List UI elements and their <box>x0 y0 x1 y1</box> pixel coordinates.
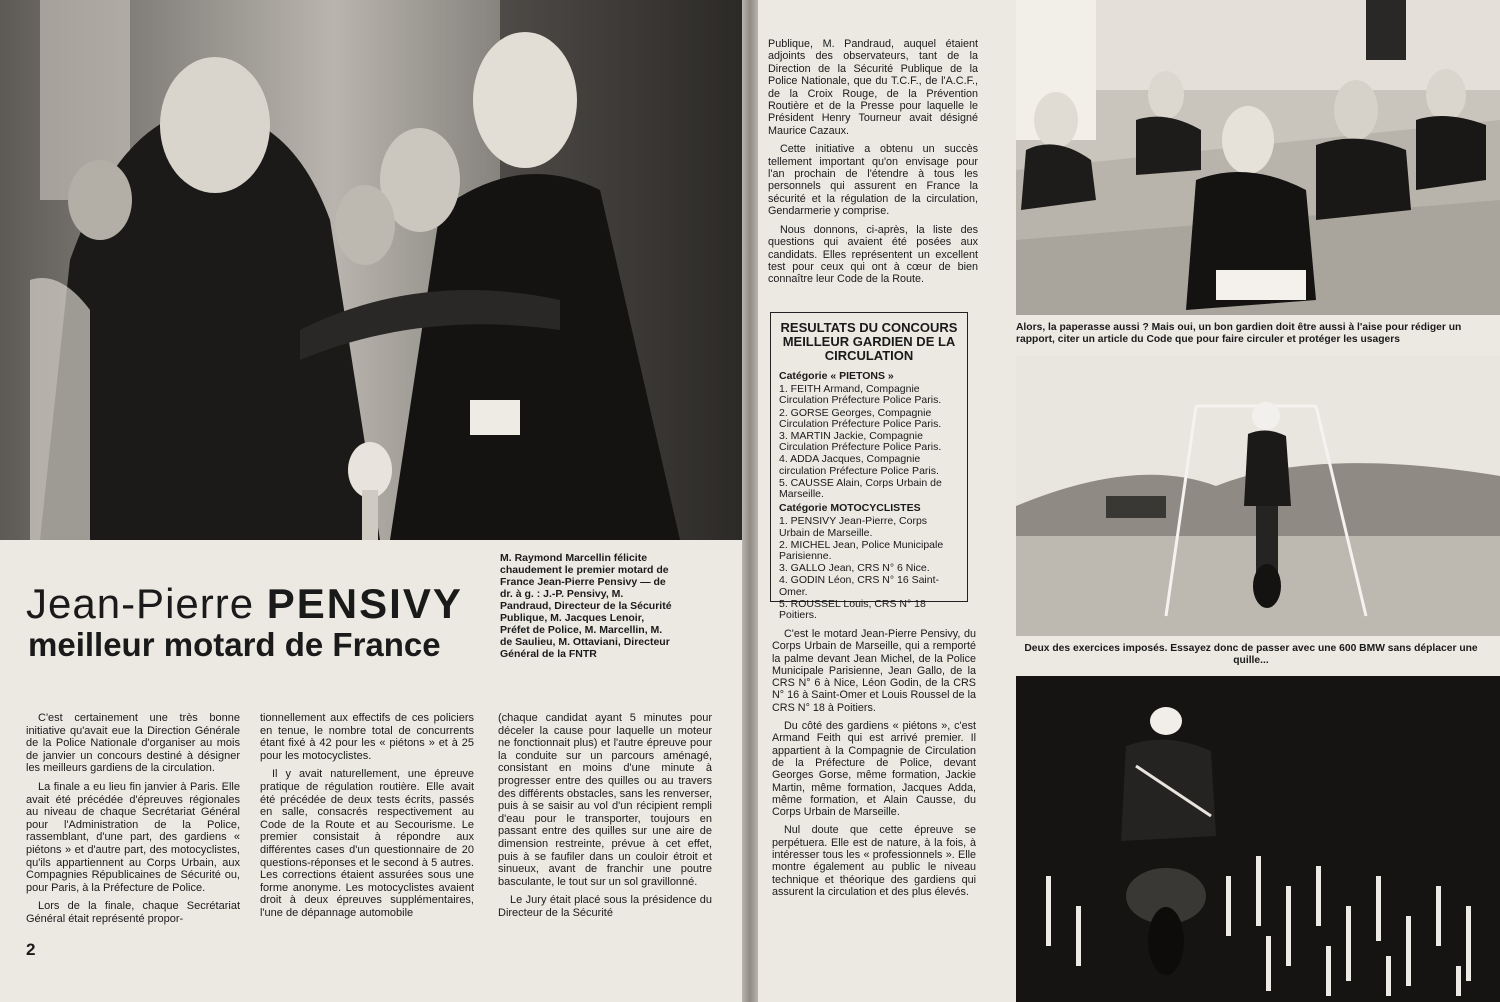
pins-exercise-photo <box>1016 676 1500 1002</box>
result-item: 3. MARTIN Jackie, Compagnie Circulation Préfecture Police Paris. <box>779 430 942 454</box>
paragraph: C'est le motard Jean-Pierre Pensivy, du Corps Urbain de Marseille, qui a remporté la palme devant Jean Michel, de la Police Municipale Parisienne, Jean Gallo, de la CRS N° 6 à Nice, Léon Godin, de la CRS N° 16 à Saint-Omer et Louis Roussel de la CRS N° 18 à Poitiers. <box>772 628 976 714</box>
right-column-bottom <box>772 628 976 904</box>
headline-subtitle: meilleur motard de France <box>28 626 441 663</box>
exam-room-caption: Alors, la paperasse aussi ? Mais oui, un bon gardien doit être aussi à l'aise pour rédiger un rapport, citer un article du Code que pour faire circuler et protéger les usagers <box>1016 322 1462 345</box>
paragraph: Lors de la finale, chaque Secrétariat Général était représenté propor- <box>26 900 240 925</box>
gate-exercise-photo <box>1016 356 1500 636</box>
headline-last-name: PENSIVY <box>266 580 463 627</box>
right-page <box>758 0 1500 1002</box>
paragraph: Nous donnons, ci-après, la liste des questions qui avaient été posées aux candidats. Elles représentent un excellent test pour ceux qui ont à cœur de bien connaître leur Code de la Route. <box>768 223 978 286</box>
paragraph: Du côté des gardiens « piétons », c'est Armand Feith qui est arrivé premier. Il appartient à la Compagnie de Circulation de la Préfecture de Police, devant Georges Gorse, même formation, Jackie Martin, même formation, Jacques Adda, même formation, et Alain Causse, du Corps Urbain de Marseille. <box>772 720 976 819</box>
paragraph: Cette initiative a obtenu un succès tellement important qu'on envisage pour l'an prochain de l'étendre à tous les personnels qui assurent en France la sécurité et la régulation de la circulation, Gendarmerie y comprise. <box>768 143 978 218</box>
paragraph: Nul doute que cette épreuve se perpétuera. Elle est de nature, à la fois, à intéresser tous les « professionnels ». Elle montre également au public le niveau technique et théorique des gardiens qui assurent la circulation et des plus élevés. <box>772 824 976 898</box>
headline-name <box>26 580 486 628</box>
result-item: 5. CAUSSE Alain, Corps Urbain de Marseille. <box>779 476 942 501</box>
result-item: 3. GALLO Jean, CRS N° 6 Nice. <box>779 562 930 575</box>
result-item: 2. GORSE Georges, Compagnie Circulation Préfecture Police Paris. <box>779 406 942 430</box>
headline-first-name: Jean-Pierre <box>26 580 255 627</box>
result-item: 4. ADDA Jacques, Compagnie circulation Préfecture Police Paris. <box>779 453 939 477</box>
paragraph: Le Jury était placé sous la présidence du Directeur de la Sécurité <box>498 894 712 919</box>
left-page <box>0 0 742 1002</box>
left-column-1 <box>26 712 240 932</box>
exam-room-photo <box>1016 0 1500 315</box>
result-item: 5. ROUSSEL Louis, CRS N° 18 Poitiers. <box>779 597 926 622</box>
page-number: 2 <box>26 940 36 959</box>
paragraph: Il y avait naturellement, une épreuve pratique de régulation routière. Elle avait été précédée de deux tests écrits, passés en salle, consacrés respectivement au Code de la Route et au Secourisme. Le premier consistait à répondre aux différentes cases d'un questionnaire de 20 questions-réponses et le second à 5 autres. Les corrections étaient assurées sous une forme anonyme. Les motocyclistes avaient droit à deux épreuves supplémentaires, l'une de dépannage automobile <box>260 768 474 919</box>
right-column-top <box>768 38 978 292</box>
page-gutter <box>742 0 758 1002</box>
gate-exercise-caption: Deux des exercices imposés. Essayez donc de passer avec une 600 BMW sans déplacer une quille... <box>1024 643 1478 666</box>
ceremony-photo <box>0 0 742 540</box>
ceremony-photo-caption: M. Raymond Marcellin félicite chaudement le premier motard de France Jean-Pierre Pensivy — de dr. à g. : J.-P. Pensivy, M. Pandraud, Directeur de la Sécurité Publique, M. Jacques Lenoir, Préfet de Police, M. Marcellin, M. de Saulieu, M. Ottaviani, Directeur Général de la FNTR <box>500 552 672 660</box>
paragraph: La finale a eu lieu fin janvier à Paris. Elle avait été précédée d'épreuves régionales au niveau de chaque Secrétariat Général pour l'Administration de la Police, rassemblant, d'une part, des gardiens « piétons » et d'autre part, des motocyclistes, qu'ils appartiennent au Corps Urbain, aux Compagnies Républicaines de Sécurité ou, pour Paris, à la Préfecture de Police. <box>26 780 240 894</box>
results-category-motos: Catégorie MOTOCYCLISTES <box>779 502 921 515</box>
result-item: 1. FEITH Armand, Compagnie Circulation Préfecture Police Paris. <box>779 383 942 407</box>
paragraph: C'est certainement une très bonne initiative qu'avait eue la Direction Générale de la Police Nationale d'organiser au mois de janvier un concours destiné à désigner les meilleurs gardiens de la circulation. <box>26 712 240 775</box>
left-column-2 <box>260 712 474 926</box>
paragraph: tionnellement aux effectifs de ces policiers en tenue, le nombre total de concurrents étant fixé à 42 pour les « piétons » et à 25 pour les motocyclistes. <box>260 712 474 762</box>
results-box <box>770 312 968 622</box>
result-item: 2. MICHEL Jean, Police Municipale Parisienne. <box>779 538 944 563</box>
paragraph: Publique, M. Pandraud, auquel étaient adjoints des observateurs, tant de la Direction de la Sécurité Publique de la Police Nationale, que du T.C.F., de l'A.C.F., de la Croix Rouge, de la Prévention Routière et de la Presse pour laquelle le Président Henry Tourneur avait désigné Maurice Cazaux. <box>768 38 978 137</box>
results-title: RESULTATS DU CONCOURS MEILLEUR GARDIEN DE LA CIRCULATION <box>780 320 958 363</box>
result-item: 4. GODIN Léon, CRS N° 16 Saint-Omer. <box>779 574 940 598</box>
left-column-3 <box>498 712 712 926</box>
paragraph: (chaque candidat ayant 5 minutes pour déceler la cause pour laquelle un moteur ne fonctionnait plus) et l'autre épreuve pour la conduite sur un parcours aménagé, consistant en moins d'une minute à progresser entre des quilles ou au travers des différents obstacles, sans les renverser, puis à se saisir au vol d'un récipient rempli d'eau pour le transporter, toujours en passant entre des quilles sur une aire de dimension restreinte, prévue à cet effet, puis à se faufiler dans un couloir étroit et sinueux, avant de franchir une poutre basculante, le tout sur un sol gravillonné. <box>498 712 712 888</box>
result-item: 1. PENSIVY Jean-Pierre, Corps Urbain de Marseille. <box>779 515 928 539</box>
results-category-pietons: Catégorie « PIETONS » <box>779 370 894 382</box>
